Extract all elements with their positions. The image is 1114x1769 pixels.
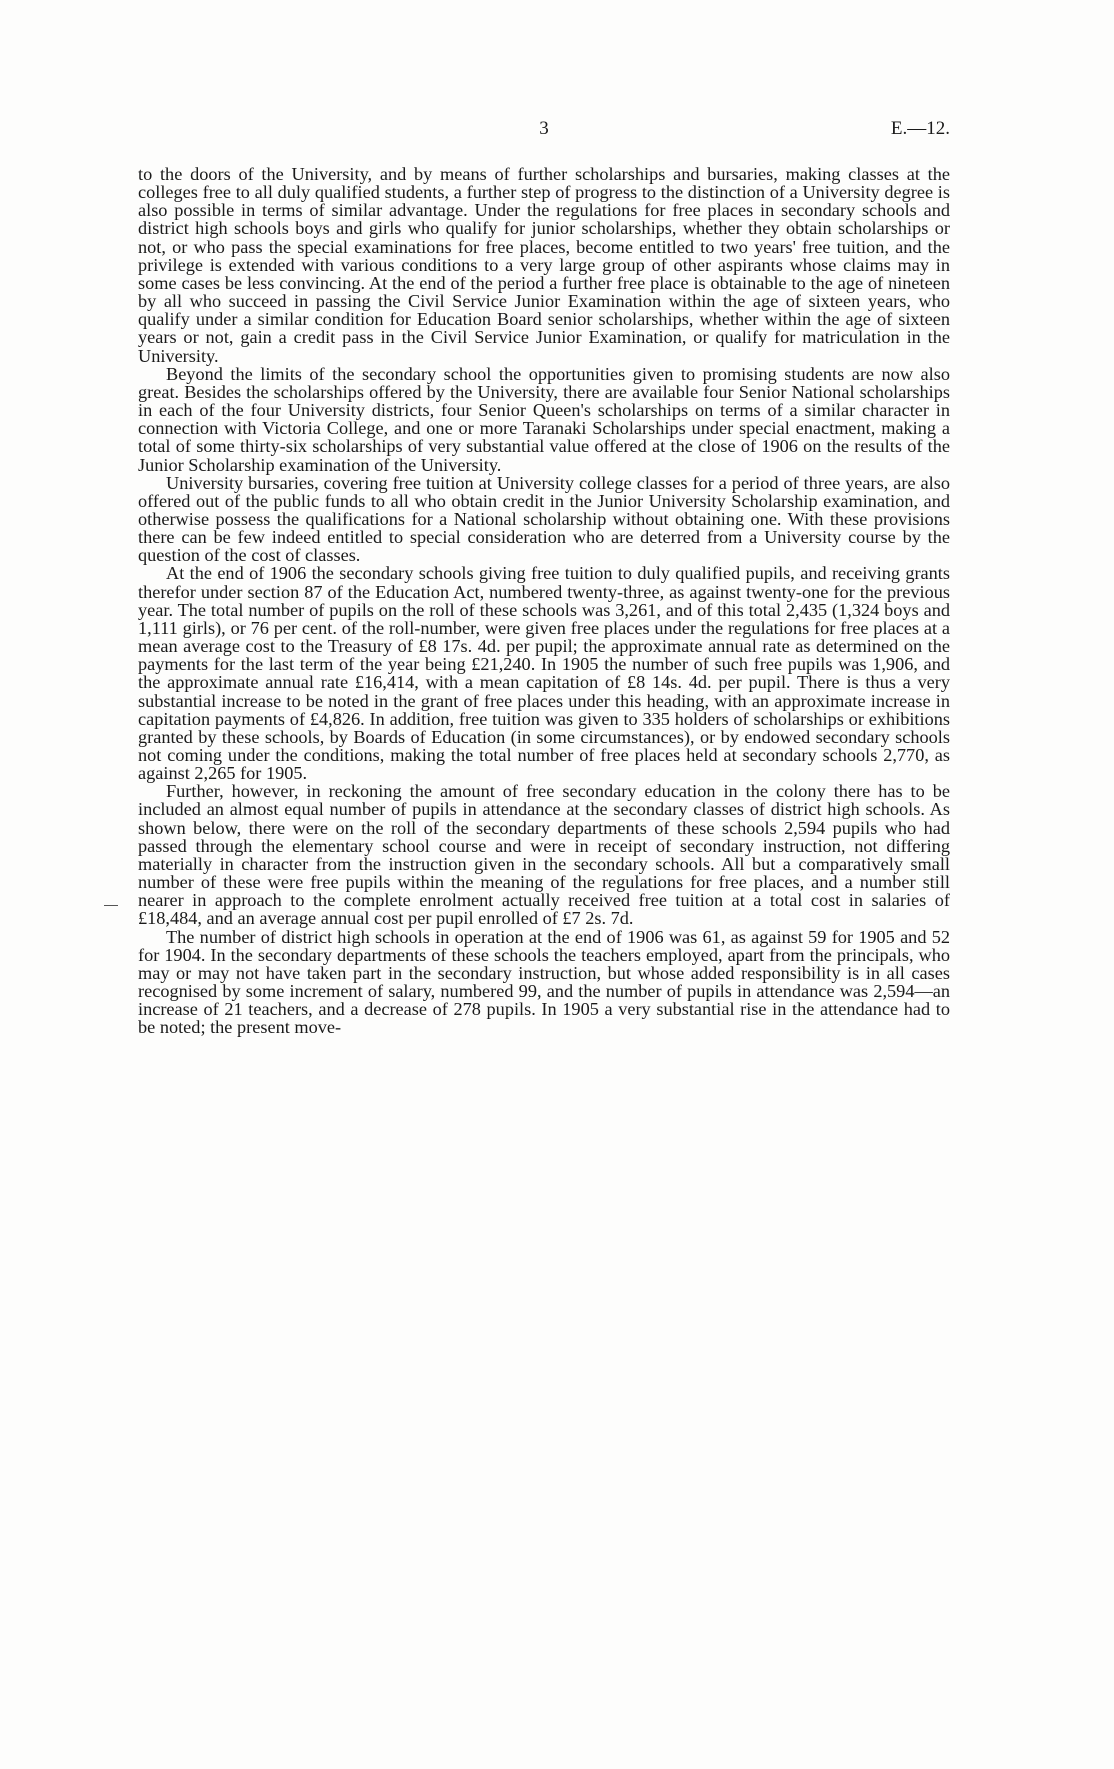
paragraph-district-high-schools: Further, however, in reckoning the amount of free secondary education in the colony there has to be included an almost equal number of pupils in attendance at the secondary classes of district high schools. As shown below, there were on the roll of the secondary departments of these schools 2,594 pupils who had passed through the elementary school course and were in receipt of secondary instruction, not differing materially in character from the instruction given in the secondary schools. All but a comparatively small number of these were free pupils within the meaning of the regulations for free places, and a number still nearer in approach to the complete enrolment actually received free tuition at a total cost in salaries of £18,484, and an average annual cost per pupil enrolled of £7 2s. 7d.	[138, 781, 950, 929]
page-number: 3	[539, 118, 549, 139]
margin-mark	[104, 905, 118, 907]
paragraph-scholarships: Beyond the limits of the secondary school the opportunities given to promising students are now also great. Besides the scholarships offered by the University, there are available four Senior National scholarships in each of the four University districts, four Senior Queen's scholarships on terms of a similar character in connection with Victoria College, and one or more Taranaki Scholarships under special enactment, making a total of some thirty-six scholarships of very substantial value offered at the close of 1906 on the results of the Junior Scholarship examination of the University.	[138, 363, 950, 475]
paragraph-bursaries: University bursaries, covering free tuition at University college classes for a period of three years, are also offered out of the public funds to all who obtain credit in the Junior University Scholarship examination, and otherwise possess the qualifications for a National scholarship without obtaining one. With these provisions there can be few indeed entitled to special consideration who are deterred from a University course by the question of the cost of classes.	[138, 472, 950, 566]
paragraph-district-high-school-numbers: The number of district high schools in operation at the end of 1906 was 61, as against 59 for 1905 and 52 for 1904. In the secondary departments of these schools the teachers employed, apart from the principals, who may or may not have taken part in the secondary instruction, but whose added responsibility is in all cases recognised by some increment of salary, numbered 99, and the number of pupils in attendance was 2,594—an increase of 21 teachers, and a decrease of 278 pupils. In 1905 a very substantial rise in the attendance had to be noted; the present move-	[138, 926, 950, 1038]
document-code: E.—12.	[890, 118, 950, 139]
paragraph-free-tuition-statistics: At the end of 1906 the secondary schools giving free tuition to duly qualified pupils, and receiving grants therefor under section 87 of the Education Act, numbered twenty-three, as against twenty-one for the previous year. The total number of pupils on the roll of these schools was 3,261, and of this total 2,435 (1,324 boys and 1,111 girls), or 76 per cent. of the roll-number, were given free places under the regulations for free places at a mean average cost to the Treasury of £8 17s. 4d. per pupil; the approximate annual rate as determined on the payments for the last term of the year being £21,240. In 1905 the number of such free pupils was 1,906, and the approximate annual rate £16,414, with a mean capitation of £8 14s. 4d. per pupil. There is thus a very substantial increase to be noted in the grant of free places under this heading, with an approximate increase in capitation payments of £4,826. In addition, free tuition was given to 335 holders of scholarships or exhibitions granted by these schools, by Boards of Education (in some circumstances), or by endowed secondary schools not coming under the conditions, making the total number of free places held at secondary schools 2,770, as against 2,265 for 1905.	[138, 563, 950, 784]
page-header	[138, 118, 950, 144]
paragraph-continuation: to the doors of the University, and by means of further scholarships and bursaries, making classes at the colleges free to all duly qualified students, a further step of progress to the distinction of a University degree is also possible in terms of similar advantage. Under the regulations for free places in secondary schools and district high schools boys and girls who qualify for junior scholarships, whether they obtain scholarships or not, or who pass the special examinations for free places, become entitled to two years' free tuition, and the privilege is extended with various conditions to a very large group of other aspirants whose claims may in some cases be less convincing. At the end of the period a further free place is obtainable to the age of nineteen by all who succeed in passing the Civil Service Junior Examination within the age of sixteen years, who qualify under a similar condition for Education Board senior scholarships, whether within the age of sixteen years or not, gain a credit pass in the Civil Service Junior Examination, or qualify for matriculation in the University.	[138, 164, 950, 366]
body-text	[138, 165, 950, 1037]
